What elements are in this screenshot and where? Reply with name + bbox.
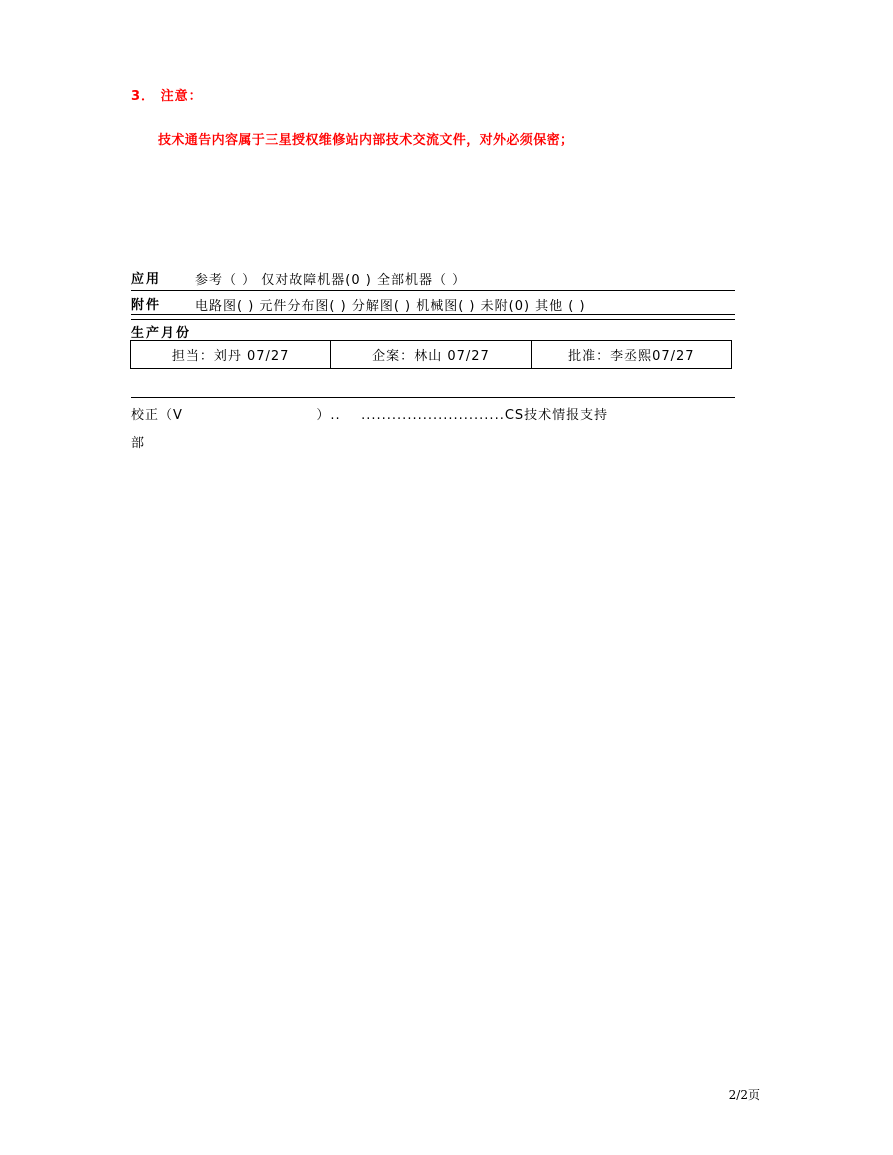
applicability-label: 应用 [131, 272, 162, 287]
revision-line: 校正（V ）.. ............................CS技术情报支持 [131, 408, 609, 423]
approval-name: 林山 07/27 [414, 349, 490, 364]
approval-name: 刘丹 07/27 [213, 349, 290, 364]
attachments-label: 附件 [131, 298, 162, 313]
page-number: 2/2页 [728, 1088, 760, 1102]
approval-cell-owner [131, 341, 330, 368]
approval-name: 李丞熙07/27 [610, 349, 695, 364]
confidentiality-notice: 技术通告内容属于三星授权维修站内部技术交流文件，对外必须保密； [158, 133, 574, 148]
section-heading: 3． 注意： [131, 89, 203, 104]
approval-cell-planning [330, 341, 530, 368]
attachments-row [131, 294, 161, 313]
divider [131, 397, 735, 398]
approval-role: 担当： [171, 349, 214, 364]
applicability-options: 参考（ ） 仅对故障机器(0 ) 全部机器（ ） [195, 273, 467, 288]
revision-line-dept: 部 [131, 436, 146, 451]
approval-role: 企案： [372, 349, 415, 364]
divider [131, 319, 735, 320]
approval-table [130, 340, 732, 369]
approval-role: 批准： [568, 349, 611, 364]
production-month-label: 生产月份 [131, 326, 192, 341]
divider [131, 290, 735, 291]
approval-cell-approver [531, 341, 731, 368]
attachments-options: 电路图( ) 元件分布图( ) 分解图( ) 机械图( ) 未附(0) 其他 ( ) [195, 299, 586, 314]
divider [131, 314, 735, 315]
applicability-row [131, 268, 161, 287]
